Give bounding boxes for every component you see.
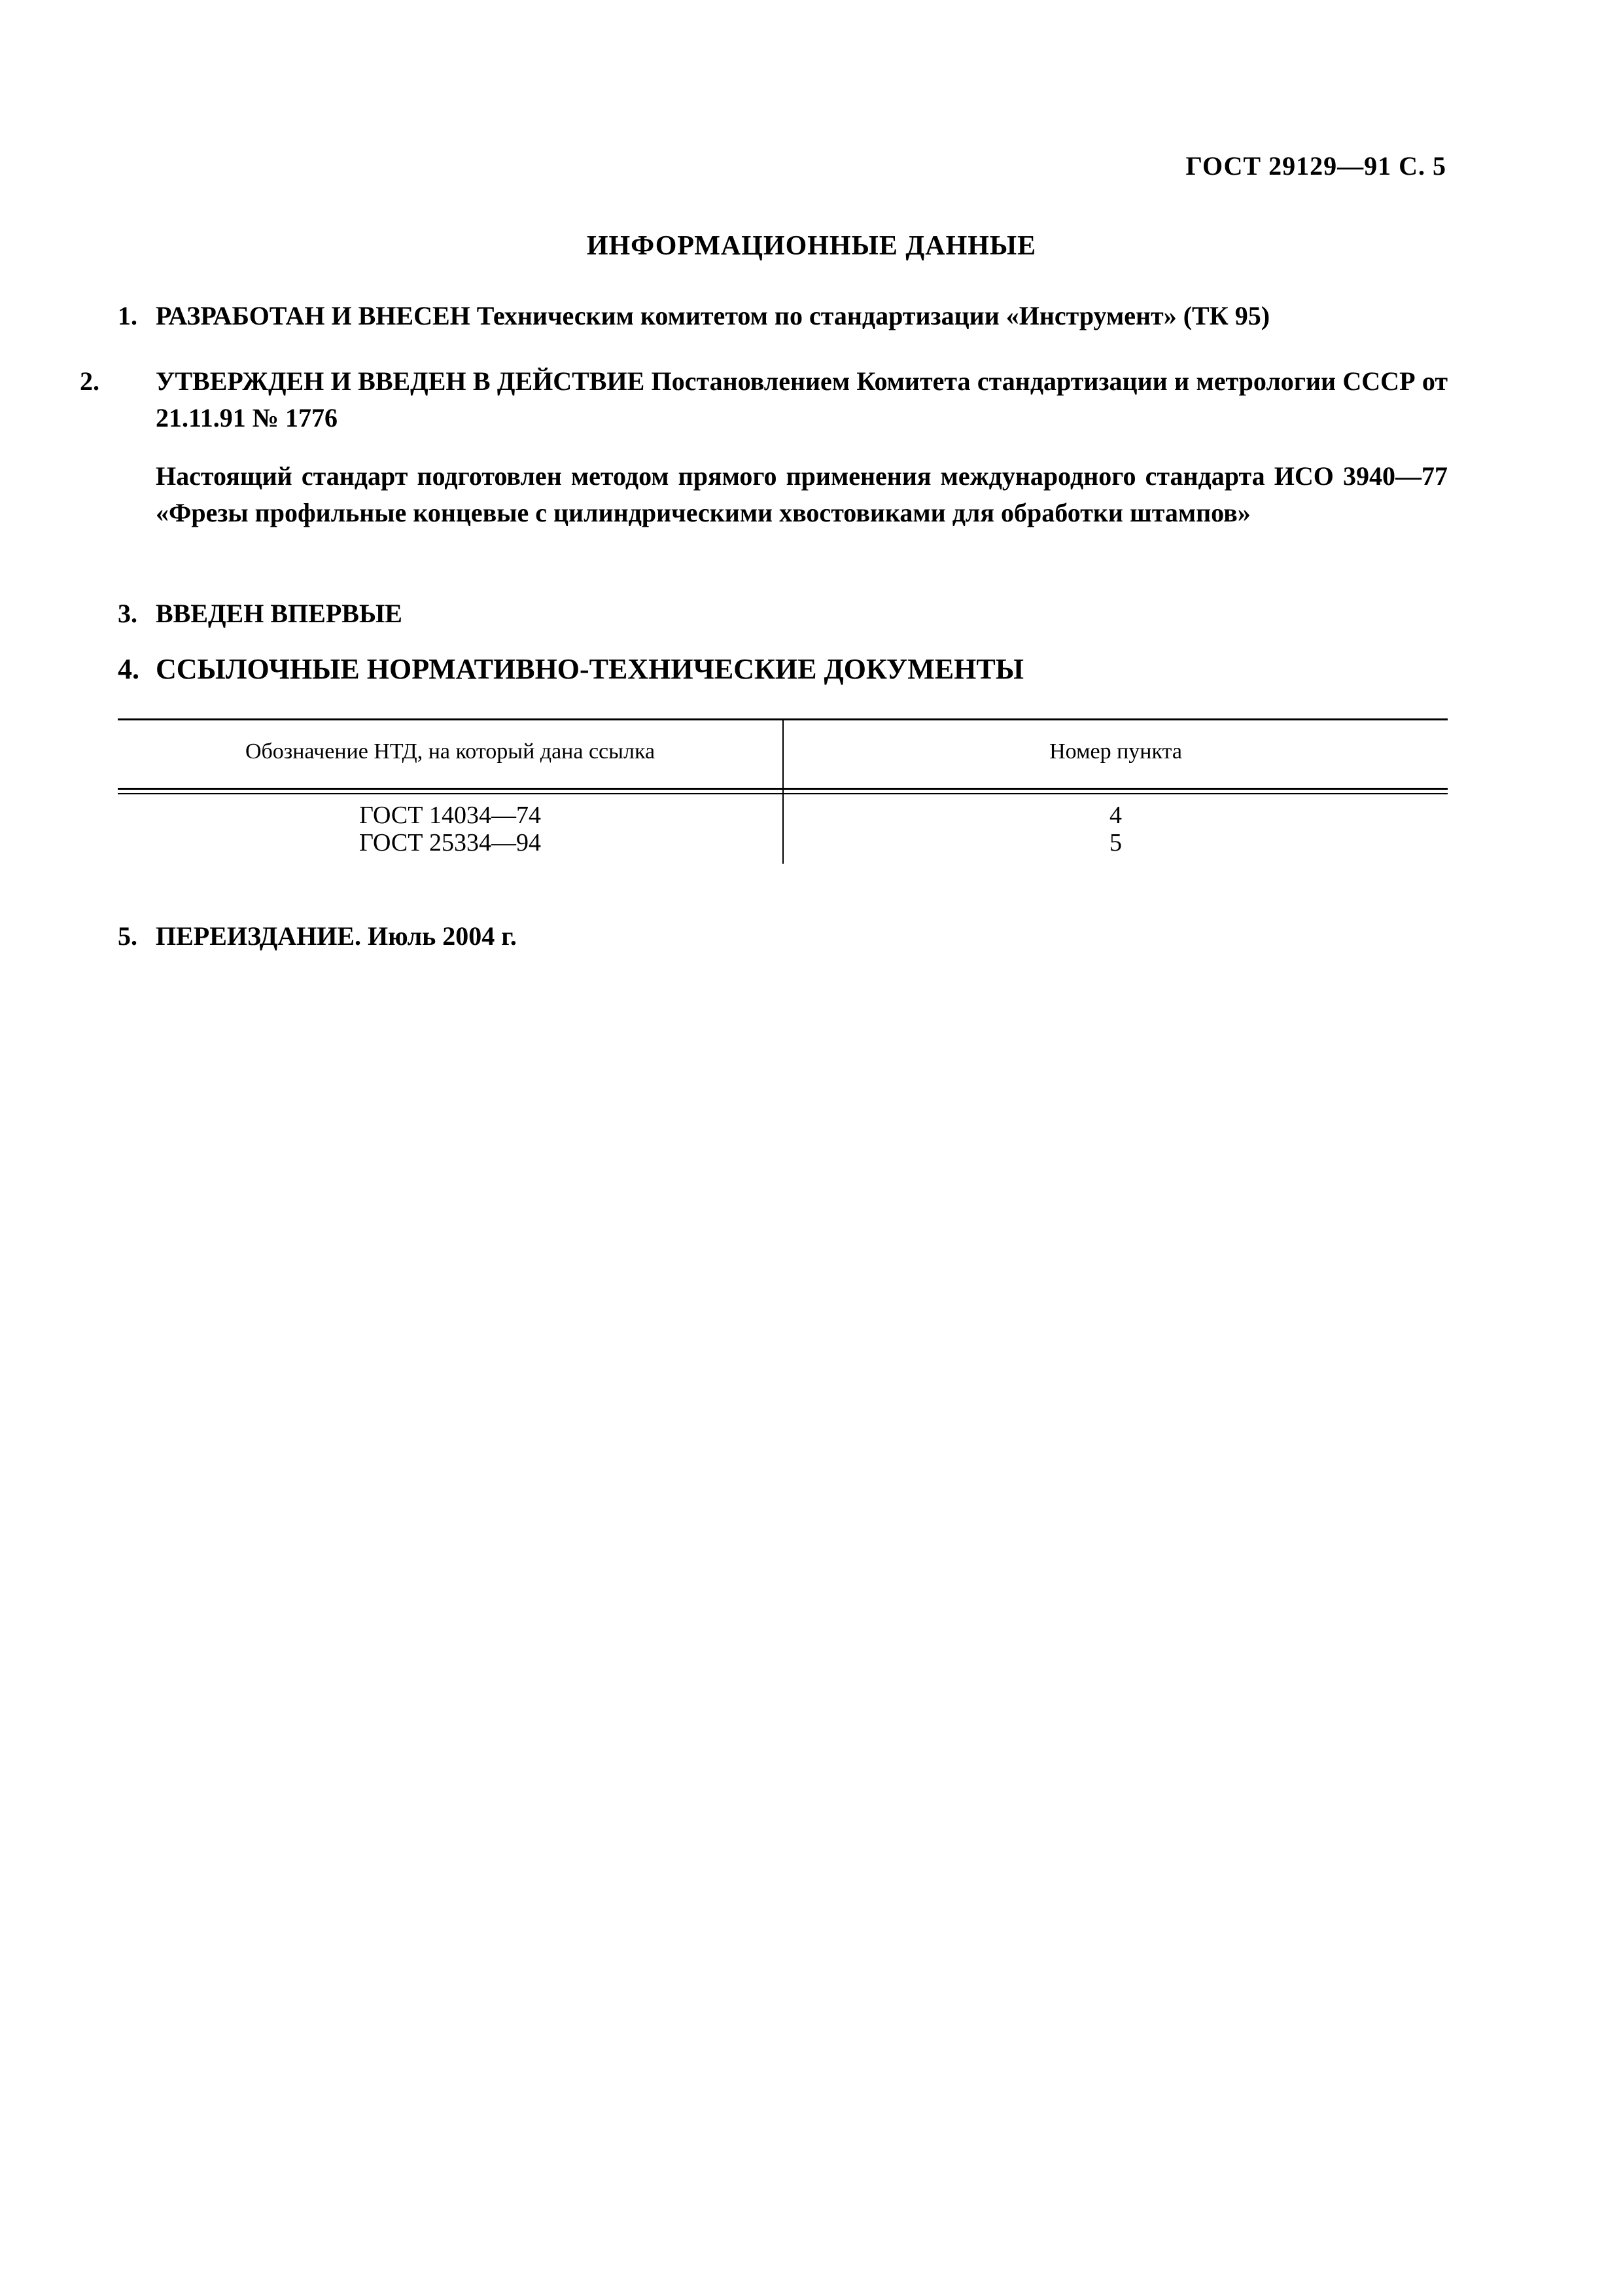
table-cell-clause: 5	[1109, 829, 1122, 857]
adoption-note: Настоящий стандарт подготовлен методом прямого применения международного стандарта ИСО 3940—77 «Фрезы профильные концевые с цилиндрическими хвостовиками для обработки штампов»	[156, 461, 1448, 527]
item-2	[80, 363, 1448, 436]
table-cell-clause: 4	[1109, 802, 1122, 829]
page-header: ГОСТ 29129—91 С. 5	[1185, 151, 1446, 181]
item-text: ПЕРЕИЗДАНИЕ. Июль 2004 г.	[156, 921, 517, 951]
table-cell-designation: ГОСТ 25334—94	[359, 829, 541, 857]
item-4	[118, 651, 1448, 688]
item-3	[118, 595, 1448, 632]
table-row	[118, 830, 1448, 856]
reference-table	[118, 718, 1448, 864]
item-number: 1.	[118, 301, 137, 330]
item-number: 2.	[80, 366, 99, 396]
item-text: УТВЕРЖДЕН И ВВЕДЕН В ДЕЙСТВИЕ Постановлением Комитета стандартизации и метрологии СССР от 21.11.91 № 1776	[156, 366, 1448, 433]
item-text: РАЗРАБОТАН И ВНЕСЕН Техническим комитетом по стандартизации «Инструмент» (ТК 95)	[156, 301, 1270, 330]
table-header-designation: Обозначение НТД, на который дана ссылка	[245, 739, 655, 764]
item-text: ССЫЛОЧНЫЕ НОРМАТИВНО-ТЕХНИЧЕСКИЕ ДОКУМЕНТЫ	[156, 653, 1024, 685]
table-cell-designation: ГОСТ 14034—74	[359, 802, 541, 829]
item-number: 5.	[118, 921, 137, 951]
table-row	[118, 802, 1448, 828]
item-5	[118, 918, 1448, 955]
document-title: ИНФОРМАЦИОННЫЕ ДАННЫЕ	[586, 231, 1037, 261]
item-text: ВВЕДЕН ВПЕРВЫЕ	[156, 599, 402, 628]
item-number: 4.	[118, 653, 139, 685]
item-number: 3.	[118, 599, 137, 628]
table-header-clause: Номер пункта	[1049, 739, 1182, 764]
item-1	[118, 298, 1448, 334]
